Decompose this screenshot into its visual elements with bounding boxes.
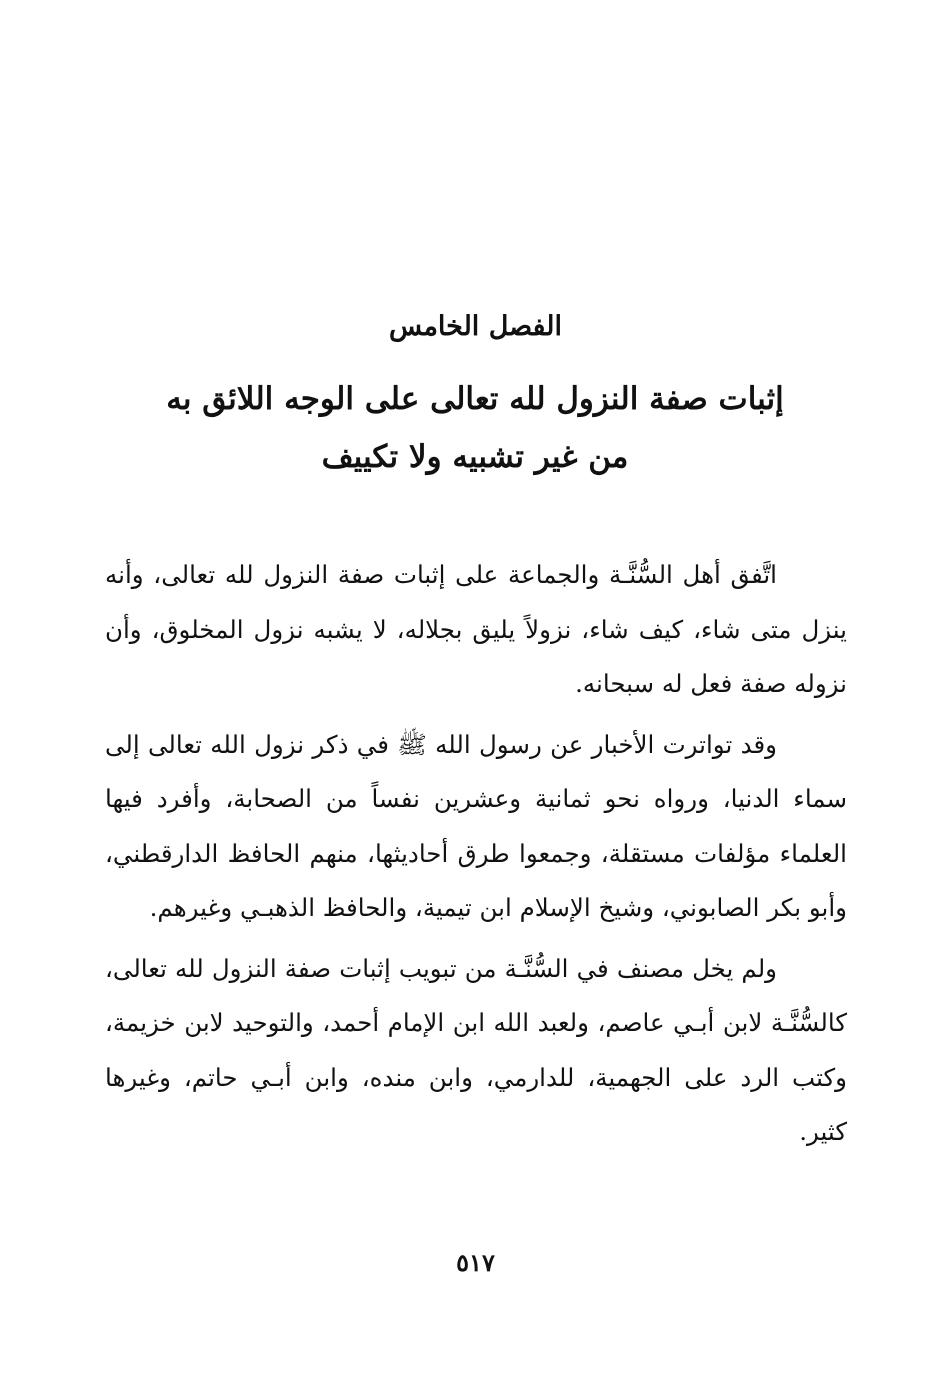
chapter-title-line-1: إثبات صفة النزول لله تعالى على الوجه اللائق به [166, 381, 784, 417]
chapter-title-line-2: من غير تشبيه ولا تكييف [321, 439, 629, 475]
page-number: ٥١٧ [456, 1248, 495, 1277]
paragraph-3: ولم يخل مصنف في السُّنَّـة من تبويب إثبات صفة النزول لله تعالى، كالسُّنَّـة لابن أبـي عاصم، ولعبد الله ابن الإمام أحمد، والتوحيد لابن خزيمة، وكتب الرد على الجهمية، للدارمي، وابن منده، وابن أبـي حاتم، وغيرها كثير. [105, 953, 847, 1146]
chapter-title [150, 370, 800, 486]
chapter-label: الفصل الخامس [389, 311, 562, 342]
paragraph-1: اتَّفق أهل السُّنَّـة والجماعة على إثبات صفة النزول لله تعالى، وأنه ينزل متى شاء، كيف شاء، نزولاً يليق بجلاله، لا يشبه نزول المخلوق، وأن نزوله صفة فعل له سبحانه. [105, 560, 847, 698]
body-text [105, 548, 847, 1166]
paragraph-2: وقد تواترت الأخبار عن رسول الله ﷺ في ذكر نزول الله تعالى إلى سماء الدنيا، ورواه نحو ثمانية وعشرين نفساً من الصحابة، وأفرد فيها العلماء مؤلفات مستقلة، وجمعوا طرق أحاديثها، منهم الحافظ الدارقطني، وأبو بكر الصابوني، وشيخ الإسلام ابن تيمية، والحافظ الذهبـي وغيرهم. [105, 729, 847, 922]
